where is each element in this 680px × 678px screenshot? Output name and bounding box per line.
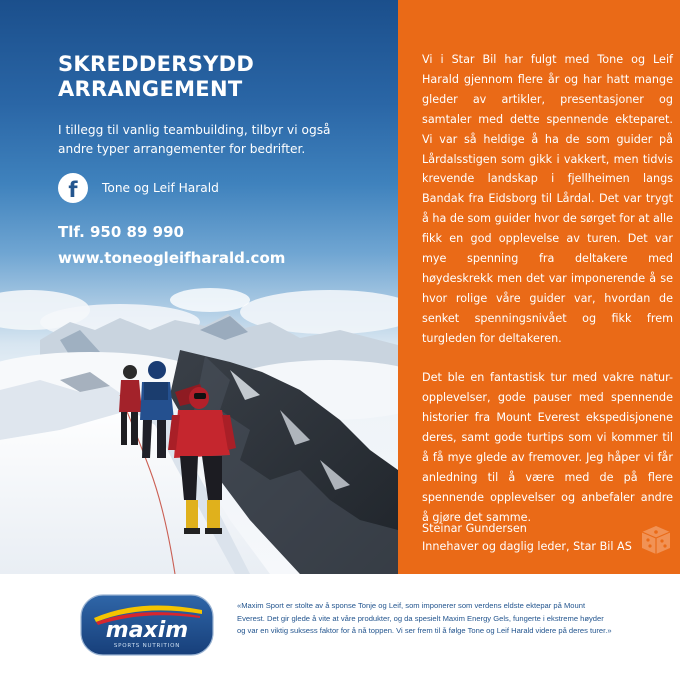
intro-text: I tillegg til vanlig teambuilding, tilbyr vi også andre typer arrangementer for bedrifter. [58,123,331,156]
signature-name: Steinar Gundersen [422,522,527,535]
sponsor-quote-line-2: Everest. Det gir glede å vite at våre produkter, og da spesielt Maxim Energy Gels, fungerte i ekstreme høyder [237,613,604,623]
facebook-glyph: f [68,177,78,202]
sponsor-quote-line-3: og var en viktig suksess faktor for å nå toppen. Vi ser frem til å følge Tone og Leif Harald videre på deres turer.» [237,626,612,636]
maxim-logo[interactable] [80,594,214,656]
testimonial-paragraph-1: Vi i Star Bil har fulgt med Tone og Leif Harald gjennom flere år og har hatt mange gleder av artikler, presentasjoner og samtaler med dette spennende ekteparet. Vi var så heldige å ha de som guider på Lårdalsstigen som gikk i vakkert, men tidvis krevende landskap i fjellheimen langs Bandak fra Eidsborg til Lårdal. Det var trygt å ha de som guider hvor de sørget for at alle fikk en god opplevelse av turen. Det var mye spenning fra deltakere med høydeskrekk men det var imponerende å se hvor rolige våre guider var, hvordan de senket spenningsnivået og fikk frem turgleden for deltakeren. [422,53,673,345]
photo-panel [0,0,398,574]
sponsor-quote-line-1: «Maxim Sport er stolte av å sponse Tonje og Leif, som imponerer som verdens eldste ektepar på Mount [237,601,586,610]
sponsor-quote [237,600,677,638]
facebook-link[interactable] [58,173,219,203]
maxim-wordmark: maxim [105,618,189,643]
phone-number[interactable]: Tlf. 950 89 990 [58,223,184,241]
sponsor-footer [0,574,680,678]
headline [58,52,318,102]
testimonial-paragraph-2: Det ble en fantastisk tur med vakre natur-opplevelser, gode pauser med spennende historier fra Mount Everest ekspedisjonene deres, samt gode turtips som vi kommer til å få mye glede av fremover. Jeg håper vi får anledning til å være med de på flere spennende opplevelser og anbefaler andre å gjøre det samme. [422,371,673,524]
testimonial-panel [398,0,680,574]
headline-line-1: SKREDDERSYDD [58,52,255,76]
dice-icon [638,522,674,556]
signature [422,520,632,556]
maxim-tagline: SPORTS NUTRITION [113,643,181,649]
testimonial-text [422,50,673,528]
headline-line-2: ARRANGEMENT [58,77,243,101]
website-link[interactable]: www.toneogleifharald.com [58,249,286,267]
signature-title: Innehaver og daglig leder, Star Bil AS [422,540,632,553]
facebook-page-name[interactable]: Tone og Leif Harald [102,181,219,195]
facebook-icon[interactable] [58,173,88,203]
